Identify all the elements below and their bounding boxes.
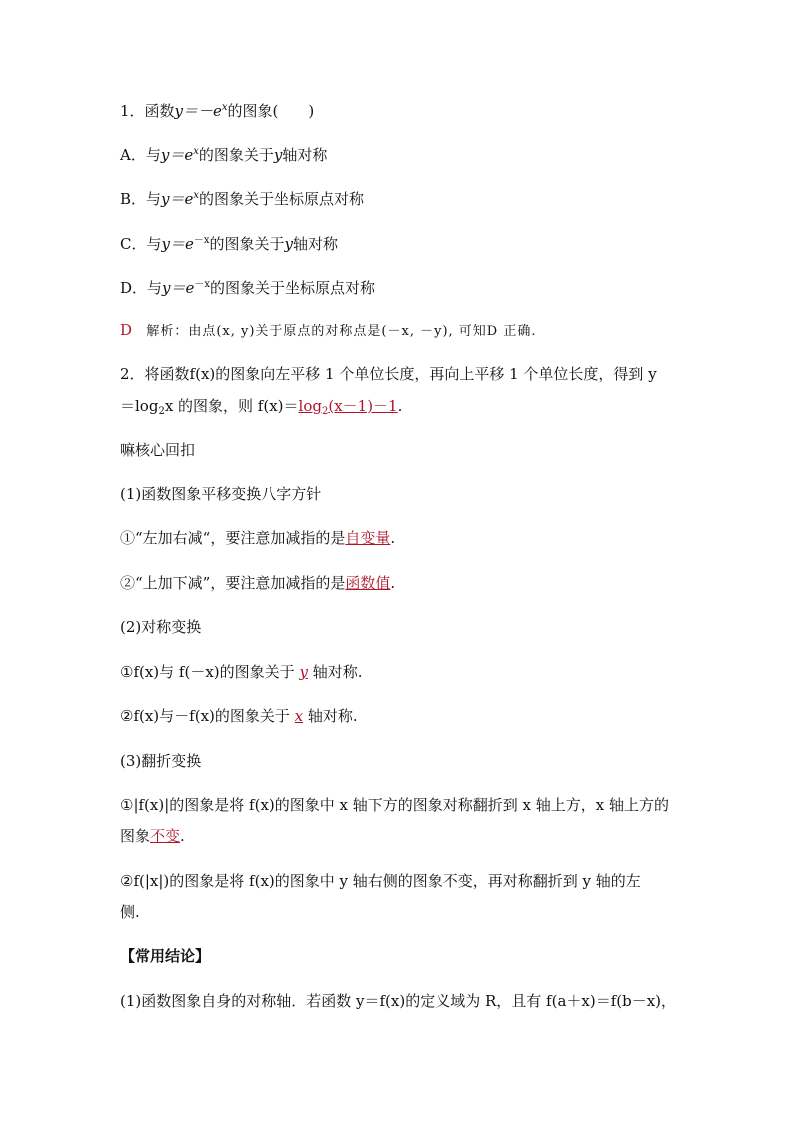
s2a-answer: y xyxy=(299,663,308,681)
option-b-text: 的图象关于坐标原点对称 xyxy=(199,190,365,208)
q2-answer-rest: (x－1)－1 xyxy=(328,397,398,415)
section-3-item-a-line-2 xyxy=(120,826,185,846)
s1b-answer: 函数值 xyxy=(345,574,391,592)
option-c-variable: y xyxy=(284,235,293,253)
section-2-item-a xyxy=(120,662,362,682)
section-3-title: (3)翻折变换 xyxy=(120,752,202,770)
option-c-equation: y＝e xyxy=(161,235,194,253)
q2-end-period: . xyxy=(397,397,403,415)
s1b-text: ②“上加下减”，要注意加减指的是 xyxy=(120,574,346,592)
option-c-text: 的图象关于 xyxy=(209,235,285,253)
option-a-prefix: A．与 xyxy=(120,146,161,164)
s3a-end: . xyxy=(180,827,185,845)
s3a-text: 图象 xyxy=(120,827,151,845)
s2a-end: 轴对称. xyxy=(312,663,363,681)
option-d-equation: y＝e xyxy=(162,279,195,297)
q2-line-1: 2．将函数f(x)的图象向左平移 1 个单位长度，再向上平移 1 个单位长度，得到 y xyxy=(120,365,657,383)
option-a-equation: y＝e xyxy=(160,146,194,164)
option-c-prefix: C．与 xyxy=(120,235,162,253)
section-1-item-b xyxy=(120,573,395,593)
conclusion-line-1: (1)函数图象自身的对称轴．若函数 y＝f(x)的定义域为 R，且有 f(a＋x)＝f(b－x)， xyxy=(120,992,677,1010)
q2-answer-log: log xyxy=(298,397,322,415)
option-d-exponent: －x xyxy=(194,279,211,290)
q1-option-a xyxy=(120,142,327,165)
option-a-variable: y xyxy=(273,146,283,164)
q2-line-2 xyxy=(120,396,402,422)
section-2-item-b xyxy=(120,706,358,726)
q2-answer xyxy=(299,397,398,415)
q1-answer xyxy=(120,320,536,342)
section-2-title: (2)对称变换 xyxy=(120,618,202,636)
option-a-text: 的图象关于 xyxy=(198,146,274,164)
s1a-answer: 自变量 xyxy=(345,529,391,547)
q1-option-d xyxy=(120,275,375,298)
s2b-end: 轴对称. xyxy=(307,707,358,725)
s1a-text: ①“左加右减“，要注意加减指的是 xyxy=(120,529,346,547)
section-3-item-b-line-2: 侧. xyxy=(120,903,140,921)
section-3-item-a-line-1: ①|f(x)|的图象是将 f(x)的图象中 x 轴下方的图象对称翻折到 x 轴上方，x 轴上方的 xyxy=(120,796,669,814)
q1-option-b xyxy=(120,186,364,209)
core-heading: 嘛核心回扣 xyxy=(120,441,196,459)
option-b-equation: y＝e xyxy=(161,190,194,208)
q2-log-base: 2 xyxy=(158,406,165,417)
option-b-prefix: B．与 xyxy=(120,190,162,208)
option-a-tail: 轴对称 xyxy=(282,146,328,164)
q2-middle-text: x 的图象，则 f(x)＝ xyxy=(164,397,299,415)
q1-stem-suffix: 的图象( ) xyxy=(227,102,315,120)
option-d-text: 的图象关于坐标原点对称 xyxy=(210,279,376,297)
section-1-item-a xyxy=(120,528,395,548)
conclusion-heading: 【常用结论】 xyxy=(120,947,211,965)
option-a-exponent: x xyxy=(193,146,199,157)
s3a-answer: 不变 xyxy=(150,827,181,845)
section-1-title: (1)函数图象平移变换八字方针 xyxy=(120,485,322,503)
q1-stem-equation: y＝－e xyxy=(174,102,222,120)
option-b-exponent: x xyxy=(193,190,200,201)
option-c-exponent: －x xyxy=(193,235,210,246)
q1-stem-prefix: 1．函数 xyxy=(120,102,175,120)
answer-analysis: 解析：由点(x, y)关于原点的对称点是(－x, －y), 可知D 正确. xyxy=(146,324,537,339)
s2a-text: ①f(x)与 f(－x)的图象关于 xyxy=(120,663,295,681)
q1-option-c xyxy=(120,231,338,254)
option-c-tail: 轴对称 xyxy=(292,235,338,253)
option-d-prefix: D．与 xyxy=(120,279,163,297)
section-3-item-b-line-1: ②f(|x|)的图象是将 f(x)的图象中 y 轴右侧的图象不变，再对称翻折到 y 轴的左 xyxy=(120,872,641,890)
s1a-end: . xyxy=(390,529,396,547)
s2b-text: ②f(x)与－f(x)的图象关于 xyxy=(120,707,290,725)
q2-log-prefix: ＝log xyxy=(120,397,159,415)
answer-letter: D xyxy=(120,321,133,339)
s2b-answer: x xyxy=(294,707,304,725)
q1-stem xyxy=(120,98,314,121)
s1b-end: . xyxy=(390,574,396,592)
q1-stem-exponent: x xyxy=(221,102,228,113)
q2-answer-base: 2 xyxy=(321,406,329,417)
